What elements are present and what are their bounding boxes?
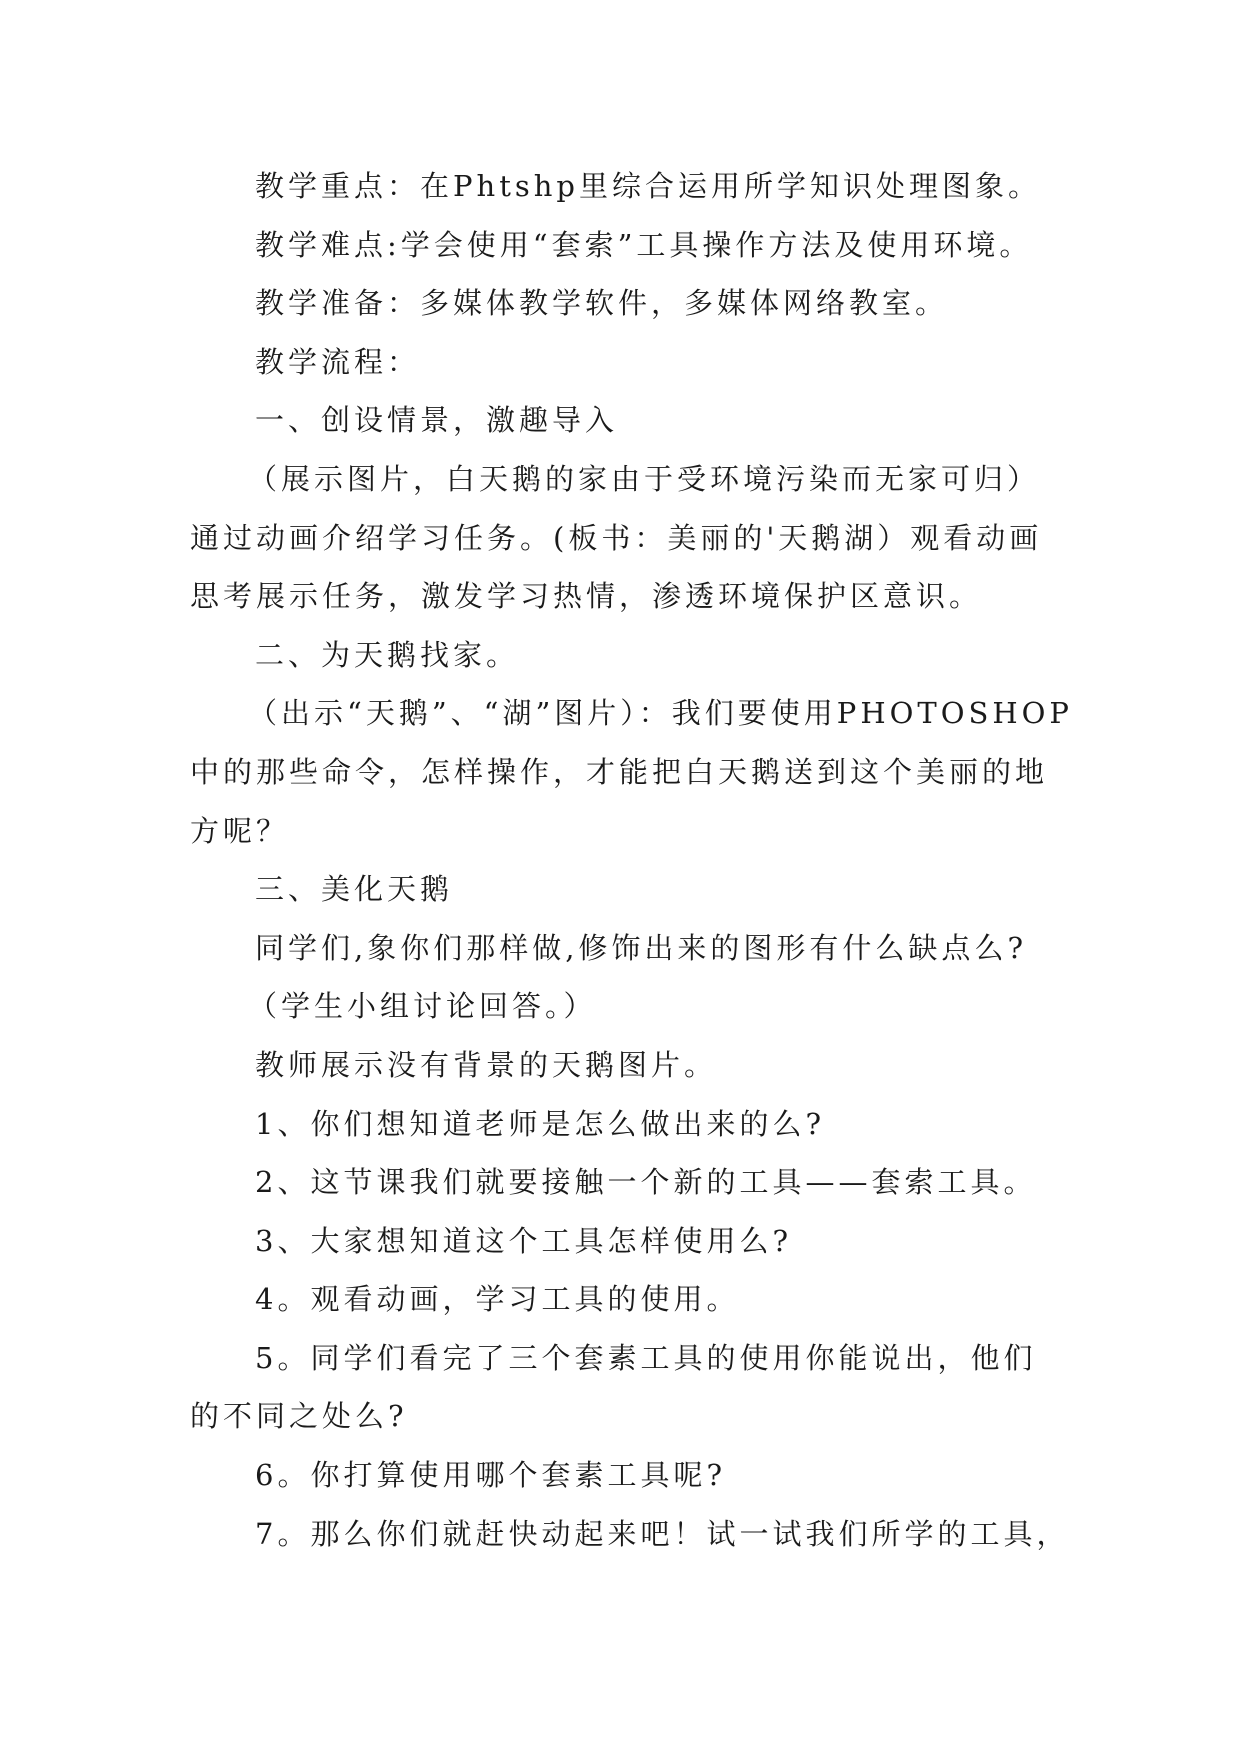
paragraph-teaching-difficulty: 教学难点:学会使用“套索”工具操作方法及使用环境。 (255, 227, 1033, 262)
list-item: 7。那么你们就赶快动起来吧！试一试我们所学的工具， (255, 1516, 1070, 1551)
paragraph-line: （出示“天鹅”、“湖”图片）：我们要使用PHOTOSHOP (248, 696, 1073, 731)
paragraph-line: 思考展示任务，激发学习热情，渗透环境保护区意识。 (190, 579, 983, 614)
document-body (190, 157, 1073, 1563)
list-item: 4。观看动画，学习工具的使用。 (255, 1282, 740, 1317)
list-item: 1、你们想知道老师是怎么做出来的么? (255, 1106, 825, 1141)
paragraph-line: （学生小组讨论回答。） (248, 989, 597, 1024)
paragraph-line: 方呢？ (190, 813, 290, 848)
paragraph-teaching-process-heading: 教学流程： (255, 344, 421, 379)
paragraph-line: 同学们,象你们那样做,修饰出来的图形有什么缺点么? (255, 930, 1027, 965)
paragraph-teaching-preparation: 教学准备：多媒体教学软件，多媒体网络教室。 (255, 286, 949, 321)
paragraph-line: 中的那些命令，怎样操作，才能把白天鹅送到这个美丽的地 (190, 754, 1049, 789)
section-heading-2: 二、为天鹅找家。 (255, 637, 520, 672)
list-item: 3、大家想知道这个工具怎样使用么? (255, 1223, 792, 1258)
paragraph-line: 通过动画介绍学习任务。(板书：美丽的'天鹅湖）观看动画 (190, 520, 1043, 555)
list-item: 6。你打算使用哪个套素工具呢? (255, 1458, 726, 1493)
paragraph-teaching-focus: 教学重点：在Phtshp里综合运用所学知识处理图象。 (255, 169, 1041, 203)
list-item-continuation: 的不同之处么? (190, 1399, 408, 1434)
list-item: 5。同学们看完了三个套素工具的使用你能说出，他们 (255, 1340, 1037, 1375)
paragraph-line: 教师展示没有背景的天鹅图片。 (255, 1047, 718, 1082)
list-item: 2、这节课我们就要接触一个新的工具——套索工具。 (255, 1165, 1037, 1200)
section-heading-1: 一、创设情景，激趣导入 (255, 403, 619, 438)
paragraph-line: （展示图片，白天鹅的家由于受环境污染而无家可归） (248, 461, 1041, 496)
section-heading-3: 三、美化天鹅 (255, 872, 454, 907)
